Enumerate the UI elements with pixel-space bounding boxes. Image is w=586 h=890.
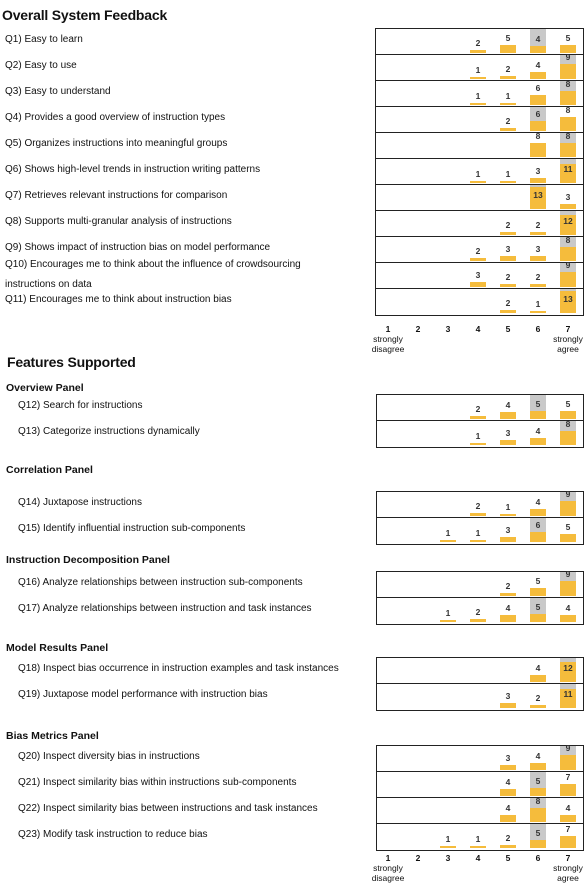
bar — [560, 272, 576, 287]
bar — [530, 438, 546, 445]
question-label: Q21) Inspect similarity bias within instructions sub-components — [18, 777, 297, 788]
bar — [500, 412, 516, 419]
bar-value-label: 4 — [505, 603, 511, 613]
bar — [530, 411, 546, 419]
bar — [530, 788, 546, 796]
row-divider — [376, 158, 583, 159]
bar — [500, 440, 516, 445]
bar-value-label: 5 — [565, 399, 571, 409]
bar — [560, 411, 576, 419]
question-label: Q19) Juxtapose model performance with instruction bias — [18, 689, 268, 700]
bar-value-label: 1 — [475, 169, 481, 179]
bar-value-label: 8 — [535, 796, 541, 806]
bar-value-label: 1 — [475, 528, 481, 538]
question-label: Q17) Analyze relationships between instruction and task instances — [18, 603, 312, 614]
bar-value-label: 2 — [475, 38, 481, 48]
bar — [500, 284, 516, 287]
bar — [530, 588, 546, 596]
bar-value-label: 13 — [563, 294, 573, 304]
bar-value-label: 3 — [505, 244, 511, 254]
bar — [560, 581, 576, 596]
bar — [530, 143, 546, 157]
bar — [500, 232, 516, 235]
bar-value-label: 2 — [475, 246, 481, 256]
question-label: Q7) Retrieves relevant instructions for comparison — [5, 190, 228, 201]
section-title: Features Supported — [7, 354, 136, 370]
row-divider — [376, 262, 583, 263]
bar — [500, 815, 516, 822]
bar-value-label: 3 — [505, 428, 511, 438]
row-divider — [376, 184, 583, 185]
bar — [530, 284, 546, 287]
bar-value-label: 8 — [565, 419, 571, 429]
axis-low-label: strongly disagree — [371, 863, 405, 883]
bar — [560, 431, 576, 445]
bar-value-label: 2 — [475, 501, 481, 511]
bar-value-label: 4 — [535, 60, 541, 70]
bar — [470, 619, 486, 622]
bar-value-label: 2 — [505, 220, 511, 230]
question-label: Q20) Inspect diversity bias in instructions — [18, 751, 200, 762]
bar-value-label: 6 — [535, 109, 541, 119]
bar — [470, 103, 486, 105]
row-divider — [377, 683, 583, 684]
section-title: Overall System Feedback — [2, 7, 168, 23]
axis-tick-label: 3 — [445, 853, 451, 863]
row-divider — [376, 288, 583, 289]
bar-value-label: 13 — [533, 190, 543, 200]
bar — [530, 311, 546, 313]
bar — [530, 763, 546, 770]
bar — [530, 808, 546, 822]
bar-value-label: 4 — [535, 426, 541, 436]
bar — [500, 537, 516, 542]
bar-value-label: 6 — [535, 83, 541, 93]
bar — [530, 232, 546, 235]
question-label: Q14) Juxtapose instructions — [18, 497, 142, 508]
bar — [440, 620, 456, 622]
bar-value-label: 12 — [563, 216, 573, 226]
bar-value-label: 3 — [535, 166, 541, 176]
bar-value-label: 1 — [505, 91, 511, 101]
bar — [530, 532, 546, 542]
bar-value-label: 5 — [535, 602, 541, 612]
bar — [560, 615, 576, 622]
bar — [530, 178, 546, 183]
bar-value-label: 2 — [505, 116, 511, 126]
question-label: Q11) Encourages me to think about instruction bias — [5, 294, 232, 305]
question-label: Q8) Supports multi-granular analysis of instructions — [5, 216, 232, 227]
bar-value-label: 2 — [475, 607, 481, 617]
bar — [500, 789, 516, 796]
bar — [500, 128, 516, 131]
bar-value-label: 4 — [505, 803, 511, 813]
axis-tick-label: 7 — [565, 324, 571, 334]
question-label: Q3) Easy to understand — [5, 86, 111, 97]
bar — [530, 840, 546, 848]
bar — [470, 258, 486, 261]
row-divider — [376, 210, 583, 211]
bar — [470, 540, 486, 542]
bar-value-label: 4 — [565, 803, 571, 813]
bar — [560, 501, 576, 516]
bar-value-label: 8 — [565, 131, 571, 141]
bar — [470, 443, 486, 445]
bar-value-label: 8 — [565, 235, 571, 245]
row-divider — [376, 106, 583, 107]
question-label: Q16) Analyze relationships between instruction sub-components — [18, 577, 303, 588]
bar — [560, 534, 576, 542]
panel-title: Instruction Decomposition Panel — [6, 554, 170, 566]
bar — [530, 256, 546, 261]
axis-tick-label: 1 — [385, 853, 391, 863]
axis-tick-label: 7 — [565, 853, 571, 863]
row-divider — [376, 80, 583, 81]
bar — [500, 703, 516, 708]
question-label: Q18) Inspect bias occurrence in instruction examples and task instances — [18, 663, 339, 674]
bar — [560, 91, 576, 105]
bar-value-label: 9 — [565, 569, 571, 579]
panel-title: Model Results Panel — [6, 642, 109, 654]
bar-value-label: 8 — [565, 105, 571, 115]
bar-value-label: 3 — [505, 753, 511, 763]
bar — [560, 143, 576, 157]
bar — [560, 755, 576, 770]
bar-value-label: 1 — [445, 834, 451, 844]
bar-value-label: 1 — [535, 299, 541, 309]
question-label: Q1) Easy to learn — [5, 34, 83, 45]
row-divider — [377, 597, 583, 598]
axis-low-label: strongly disagree — [371, 334, 405, 354]
bar — [530, 95, 546, 105]
bar-value-label: 1 — [475, 91, 481, 101]
panel-title: Overview Panel — [6, 382, 84, 394]
bar — [530, 509, 546, 516]
bar-value-label: 5 — [535, 399, 541, 409]
bar — [530, 614, 546, 622]
bar — [470, 513, 486, 516]
bar-value-label: 5 — [535, 828, 541, 838]
bar — [470, 846, 486, 848]
bar-value-label: 4 — [505, 400, 511, 410]
bar — [560, 836, 576, 848]
panel-title: Bias Metrics Panel — [6, 730, 99, 742]
bar — [560, 117, 576, 131]
row-divider — [376, 54, 583, 55]
question-label: Q13) Categorize instructions dynamically — [18, 426, 200, 437]
question-label: Q22) Inspect similarity bias between instructions and task instances — [18, 803, 318, 814]
bar-value-label: 4 — [565, 603, 571, 613]
bar — [560, 784, 576, 796]
bar-value-label: 4 — [535, 663, 541, 673]
bar-value-label: 1 — [475, 431, 481, 441]
bar-value-label: 2 — [535, 272, 541, 282]
bar-value-label: 1 — [505, 502, 511, 512]
question-label: Q15) Identify influential instruction sub-components — [18, 523, 246, 534]
bar-value-label: 4 — [535, 34, 541, 44]
question-label: Q12) Search for instructions — [18, 400, 143, 411]
bar — [500, 103, 516, 105]
bar-value-label: 3 — [505, 691, 511, 701]
axis-tick-label: 3 — [445, 324, 451, 334]
bar — [470, 181, 486, 183]
bar-value-label: 5 — [505, 33, 511, 43]
bar-value-label: 9 — [565, 489, 571, 499]
bar — [500, 514, 516, 516]
axis-high-label: strongly agree — [553, 863, 583, 883]
bar-value-label: 7 — [565, 824, 571, 834]
bar — [500, 310, 516, 313]
bar — [560, 815, 576, 822]
bar — [500, 845, 516, 848]
bar-value-label: 5 — [535, 776, 541, 786]
bar-value-label: 9 — [565, 260, 571, 270]
axis-tick-label: 6 — [535, 324, 541, 334]
axis-tick-label: 6 — [535, 853, 541, 863]
bar — [500, 615, 516, 622]
bar-value-label: 2 — [505, 298, 511, 308]
row-divider — [377, 517, 583, 518]
question-label: Q5) Organizes instructions into meaningful groups — [5, 138, 228, 149]
question-label: Q2) Easy to use — [5, 60, 77, 71]
bar-value-label: 4 — [505, 777, 511, 787]
bar — [500, 256, 516, 261]
panel-title: Correlation Panel — [6, 464, 93, 476]
bar-value-label: 11 — [563, 164, 573, 174]
bar — [530, 46, 546, 53]
bar-value-label: 5 — [565, 522, 571, 532]
bar-value-label: 6 — [535, 520, 541, 530]
bar-value-label: 3 — [565, 192, 571, 202]
axis-tick-label: 2 — [415, 853, 421, 863]
bar — [530, 705, 546, 708]
bar-value-label: 2 — [535, 693, 541, 703]
bar-value-label: 1 — [445, 608, 451, 618]
bar-value-label: 1 — [475, 65, 481, 75]
bar-value-label: 9 — [565, 743, 571, 753]
bar-value-label: 4 — [535, 497, 541, 507]
bar — [530, 675, 546, 682]
bar-value-label: 2 — [475, 404, 481, 414]
bar — [470, 416, 486, 419]
bar-value-label: 8 — [565, 79, 571, 89]
bar-value-label: 3 — [505, 525, 511, 535]
question-label: Q9) Shows impact of instruction bias on model performance — [5, 242, 271, 253]
bar — [530, 72, 546, 79]
bar — [470, 50, 486, 53]
axis-high-label: strongly agree — [553, 334, 583, 354]
bar-value-label: 7 — [565, 772, 571, 782]
bar-value-label: 3 — [535, 244, 541, 254]
bar — [500, 765, 516, 770]
bar — [440, 540, 456, 542]
bar-value-label: 5 — [535, 576, 541, 586]
question-label: Q10) Encourages me to think about the influence of crowdsourcing instructions on data — [5, 259, 301, 290]
question-label: Q6) Shows high-level trends in instruction writing patterns — [5, 164, 261, 175]
axis-tick-label: 2 — [415, 324, 421, 334]
bar-value-label: 2 — [535, 220, 541, 230]
bar — [530, 121, 546, 131]
bar — [560, 204, 576, 209]
bar-value-label: 4 — [535, 751, 541, 761]
bar — [500, 181, 516, 183]
bar-value-label: 11 — [563, 689, 573, 699]
bar-value-label: 2 — [505, 581, 511, 591]
axis-tick-label: 1 — [385, 324, 391, 334]
bar-value-label: 2 — [505, 64, 511, 74]
bar-value-label: 3 — [475, 270, 481, 280]
bar — [560, 247, 576, 261]
bar-value-label: 8 — [535, 131, 541, 141]
bar — [470, 282, 486, 287]
bar-value-label: 9 — [565, 52, 571, 62]
bar-value-label: 1 — [445, 528, 451, 538]
bar-value-label: 1 — [475, 834, 481, 844]
bar-value-label: 1 — [505, 169, 511, 179]
axis-tick-label: 4 — [475, 853, 481, 863]
row-divider — [376, 236, 583, 237]
bar-value-label: 12 — [563, 663, 573, 673]
question-label: Q23) Modify task instruction to reduce bias — [18, 829, 208, 840]
bar — [440, 846, 456, 848]
axis-tick-label: 4 — [475, 324, 481, 334]
bar — [560, 64, 576, 79]
bar-value-label: 2 — [505, 272, 511, 282]
bar — [500, 76, 516, 79]
bar — [470, 77, 486, 79]
bar-value-label: 2 — [505, 833, 511, 843]
axis-tick-label: 5 — [505, 853, 511, 863]
question-label: Q4) Provides a good overview of instruction types — [5, 112, 226, 123]
bar — [500, 593, 516, 596]
bar-value-label: 5 — [565, 33, 571, 43]
axis-tick-label: 5 — [505, 324, 511, 334]
bar — [500, 45, 516, 53]
